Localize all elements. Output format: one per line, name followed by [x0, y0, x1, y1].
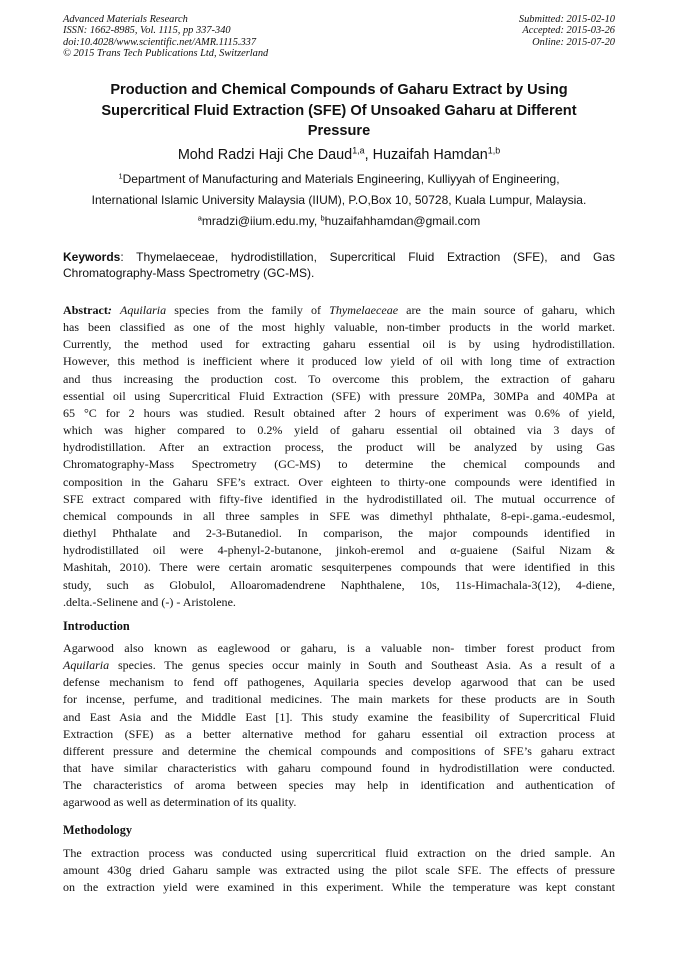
- paragraph-line: Extraction (SFE) as a better alternative method for gaharu essential oil extraction process at: [63, 726, 615, 741]
- affiliation-marker: 1: [118, 171, 123, 181]
- abstract-line: Chromatography-Mass Spectrometry (GC-MS) to determine the chemical compounds and: [63, 457, 615, 472]
- title-line: Supercritical Fluid Extraction (SFE) Of Unsoaked Gaharu at Different: [101, 102, 577, 119]
- methodology-body: [63, 845, 615, 896]
- abstract-line: and thus increasing the production cost. To overcome this problem, the extraction of gaharu: [63, 371, 615, 386]
- abstract-text: species from the family of: [166, 303, 330, 317]
- introduction-body: [63, 640, 615, 812]
- author-separator: ,: [364, 147, 373, 163]
- abstract-line: has been classified as one of the most highly valuable, non-timber products in the world market.: [63, 320, 615, 335]
- abstract-line: essential oil using Supercritical Fluid Extraction (SFE) with pressure 20MPa, 30MPa and 40MPa at: [63, 388, 615, 403]
- journal-info: [63, 14, 268, 60]
- affiliation-line: [63, 172, 615, 186]
- keywords: [63, 250, 615, 281]
- author-affiliation-marker: 1,b: [487, 145, 501, 156]
- journal-copyright: © 2015 Trans Tech Publications Ltd, Switzerland: [63, 48, 269, 60]
- paragraph-text: species. The genus species occur mainly in South and Southeast Asia. As a result of a: [109, 658, 615, 673]
- abstract-label: Abstract: [63, 303, 108, 317]
- author-name: Mohd Radzi Haji Che Daud: [177, 147, 353, 163]
- paper-title: [63, 80, 615, 142]
- paragraph-line: that have similar characteristics with gaharu compound found in hydrodistillation were conducted.: [63, 761, 615, 776]
- title-line: Pressure: [307, 123, 371, 139]
- paragraph-line: defense mechanism to fend off pathogenes, Aquilaria species develop agarwood that can be used: [63, 675, 615, 690]
- paragraph-line: The characteristics of aroma between species may help in identification and authentication of: [63, 778, 615, 793]
- paragraph-line: [63, 657, 615, 674]
- abstract-line: SFE extract compared with fifty-five identified in the hydrodistillated oil. The mutual occurrence of: [63, 491, 615, 506]
- email-address: huzaifahhamdan@gmail.com: [324, 214, 481, 228]
- abstract-line: 65 °C for 2 hours was studied. Result obtained after 2 hours of experiment was 0.6% of yield,: [63, 405, 615, 420]
- abstract-line: hydrodistillation. After an extraction process, the product will be analyzed by using Gas: [63, 440, 615, 455]
- publication-dates: [519, 14, 615, 48]
- paragraph-line: and East Asia and the Middle East [1]. This study examine the feasibility of Supercritical Fluid: [63, 709, 615, 724]
- abstract-line: .delta.-Selinene and (-) - Aristolene.: [63, 594, 236, 609]
- email-marker: b: [320, 213, 325, 223]
- abstract: [63, 302, 615, 611]
- abstract-line: hydrodistillated oil were 4-phenyl-2-butanone, jinkoh-eremol and α-guaiene (Saiful Nizam &: [63, 543, 615, 558]
- abstract-text: are the main source of gaharu, which: [398, 303, 615, 317]
- paragraph-line: agarwood as well as determination of its quality.: [63, 795, 297, 810]
- submitted-date: Submitted: 2015-02-10: [518, 14, 615, 25]
- paragraph-line: amount 430g dried Gaharu sample was extracted using the pilot scale SFE. The effects of pressure: [63, 863, 615, 878]
- abstract-colon: :: [107, 303, 112, 317]
- accepted-date: Accepted: 2015-03-26: [522, 25, 615, 37]
- paragraph-line: The extraction process was conducted using supercritical fluid extraction on the dried sample. An: [63, 846, 615, 860]
- abstract-line: Currently, the method used for extracting gaharu essential oil is by using hydrodistillation.: [63, 337, 615, 352]
- title-line: Production and Chemical Compounds of Gaharu Extract by Using: [110, 82, 568, 98]
- abstract-line: However, this method is inefficient where it produced low yield of oil with long time of extraction: [63, 354, 615, 369]
- journal-doi: doi:10.4028/www.scientific.net/AMR.1115.337: [63, 36, 257, 48]
- paragraph-line: on the extraction yield were examined in this experiment. While the temperature was kept constant: [63, 880, 615, 895]
- abstract-italic: Thymelaeceae: [329, 303, 399, 317]
- email-address: mradzi@iium.edu.my,: [201, 214, 321, 228]
- paragraph-line: Agarwood also known as eaglewood or gaharu, is a valuable non- timber forest product from: [63, 641, 615, 655]
- abstract-line: study, such as Globulol, Alloaromadendrene Naphthalene, 10s, 11s-Himachala-3(12), 4-diene,: [63, 577, 615, 592]
- abstract-line: [63, 302, 615, 319]
- abstract-italic: Aquilaria: [119, 303, 167, 317]
- author-list: [63, 145, 615, 165]
- email-marker: a: [197, 213, 202, 223]
- author-emails: [63, 214, 615, 228]
- section-heading-methodology: Methodology: [63, 823, 132, 837]
- affiliation-line: International Islamic University Malaysia (IIUM), P.O,Box 10, 50728, Kuala Lumpur, Malaysia.: [91, 193, 587, 207]
- abstract-line: composition in the Gaharu SFE’s extract. Over eighteen to thirty-one compounds were identified in: [63, 474, 615, 489]
- affiliation-text: Department of Manufacturing and Materials Engineering, Kulliyyah of Engineering,: [122, 172, 560, 186]
- author-affiliation-marker: 1,a: [352, 145, 365, 156]
- abstract-line: which was higher compared to 0.2% yield of gaharu essential oil obtained via 3 days of: [63, 423, 615, 438]
- online-date: Online: 2015-07-20: [532, 36, 615, 48]
- keywords-label: Keywords: [63, 250, 121, 264]
- journal-name: Advanced Materials Research: [63, 14, 188, 25]
- abstract-line: chemical compounds in all three samples in SFE was dimethyl phthalate, 8-epi-.gama.-eudesmol,: [63, 508, 615, 523]
- author-name: Huzaifah Hamdan: [372, 147, 488, 163]
- keywords-text: : Thymelaeceae, hydrodistillation, Supercritical Fluid Extraction (SFE), and Gas Chromatography-Mass Spectrometry (GC-MS).: [63, 250, 615, 280]
- journal-issn: ISSN: 1662-8985, Vol. 1115, pp 337-340: [63, 25, 231, 37]
- abstract-line: Mashitah, 2010). There were certain aromatic sesquiterpenes compounds that were identified in this: [63, 560, 615, 575]
- paragraph-italic: Aquilaria: [63, 658, 110, 673]
- paragraph-line: for incense, perfume, and traditional medicines. The main markets for these products are in South: [63, 692, 615, 707]
- paragraph-line: different pressure and determine the chemical compounds and compositions of SFE’s gaharu extract: [63, 743, 615, 758]
- section-heading-introduction: Introduction: [63, 619, 130, 633]
- abstract-line: diethyl Phthalate and 2-3-Butanediol. In comparison, the major compounds identified in: [63, 526, 615, 541]
